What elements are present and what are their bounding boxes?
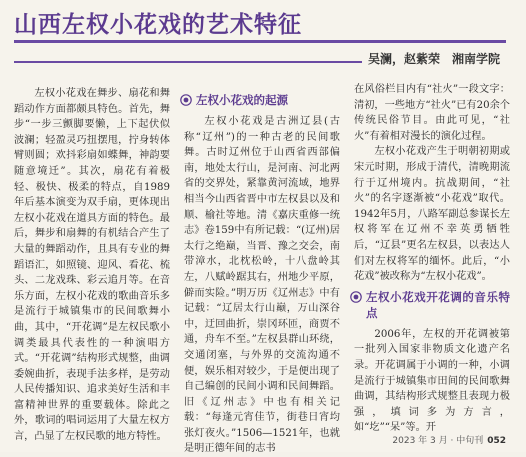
page-footer (392, 433, 506, 446)
section-bullet-icon (350, 291, 362, 303)
section-heading-music (350, 289, 510, 321)
paragraph: 在风俗栏目内有“社火”一段文字：清初，一些地方“社火”已有20余个传统民俗节目。由此可见，“社火”有着相对漫长的演化过程。 (354, 84, 510, 142)
paragraph: 左权小花戏在舞步、扇花和舞蹈动作方面都颇具特色。首先，舞步“一步三颤脚要懒，上下起伏似波澜；轻盈灵巧扭摆甩，拧身转体臂则圆；欢抖彩扇如蝶舞，神韵要随意境迁”。其次，扇花有着极轻、极快、极柔的特点，自1989年后基本演变为双手扇，更体现出左权小花戏在道具方面的特色。最后，舞步和扇舞的有机结合产生了大量的舞蹈动作，且具有专业的舞蹈语汇，如照镜、迎风、看花、梳头、二龙戏珠、彩云追月等。在音乐方面，左权小花戏的歌曲音乐多是流行于城镇集市的民间歌舞小曲，其中，“开花调”是左权民歌小调类最具代表性的一种演唱方式。“开花调”结构形式规整，曲调委婉曲折，表现手法多样，是劳动人民传播知识、追求美好生活和丰富精神世界的重要载体。除此之外，歌词的唱词运用了大量左权方言，凸显了左权民歌的地方特性。 (14, 88, 170, 443)
section-heading-text: 左权小花戏的起源 (196, 93, 288, 107)
paragraph: 左权小花戏是古洲辽县(古称“辽州”)的一种古老的民间歌舞。古时辽州位于山西省西部偏南，地处太行山，是河南、河北两省的交界处，紧靠黄河流域，地界相当今山西省晋中市左权县以及和顺、榆社等地。清《嘉庆重修一统志》卷159中有所记载：“(辽州)居太行之绝巅，当晋、豫之交会，南带漳水，北枕松岭，十八盘岭其左，八赋岭踞其右，州地少平原，僻而实险。”明万历《辽州志》中有记载：“辽居太行山巅，万山深谷中，迂回曲折，崇冈环匝，商贾不通，舟车不至。”左权县群山环绕，交通闭塞，与外界的交流沟通不便，娱乐相对较少，于是便出现了自己编创的民间小调和民间舞蹈。旧《辽州志》中也有相关记载：“每逢元宵佳节，街巷日宵均张灯夜火。”1506—1521年，也就是明正德年间的志书 (184, 116, 340, 455)
paragraph: 左权小花戏产生于明朝初期或宋元时期，形成于清代，清晚期流行于辽州境内。抗战期间，“社火”的名字逐渐被“小花戏”取代。1942年5月，八路军副总参谋长左权将军在辽州不幸英勇牺牲后，“辽县”更名左权县，以表达人们对左权将军的缅怀。此后，“小花戏”被改称为“左权小花戏”。 (354, 146, 510, 283)
column-3 (354, 82, 510, 436)
byline-divider (14, 61, 362, 63)
section-bullet-icon (180, 94, 192, 106)
paragraph: 2006年，左权的开花调被第一批列入国家非物质文化遗产名录。开花调属于小调的一种，小调是流行于城镇集市田间的民间歌舞曲调，其结构形式规整且表现力极强，填词多为方言，如“圪”“呆”等。开 (354, 328, 510, 434)
section-heading-origin (180, 92, 340, 108)
column-1 (14, 86, 170, 445)
page-number: 052 (487, 436, 506, 446)
column-2 (184, 88, 340, 457)
author-byline: 吴澜，赵紫荣 湘南学院 (368, 52, 501, 66)
title-divider (14, 40, 506, 43)
issue-date: 2023 年 3 月 · 中旬刊 (392, 436, 484, 446)
article-title: 山西左权小花戏的艺术特征 (14, 12, 302, 38)
section-heading-text: 左权小花戏开花调的音乐特点 (366, 289, 510, 320)
